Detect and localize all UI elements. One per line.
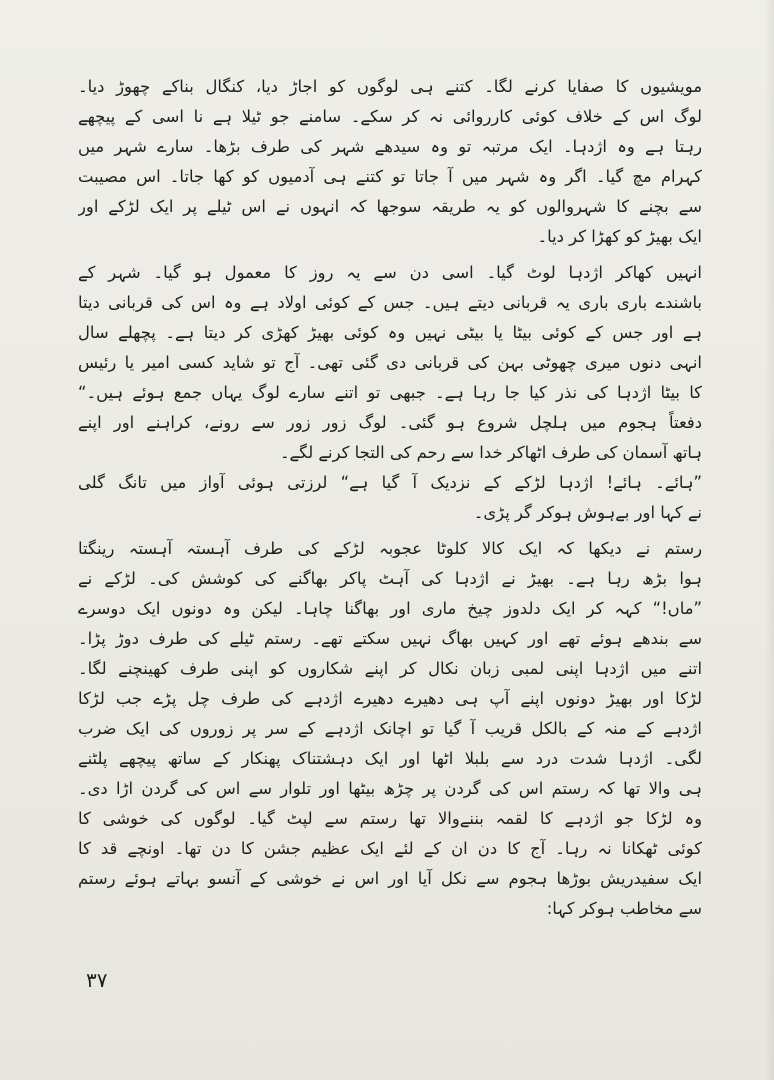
text-line: رستم نے دیکھا کہ ایک کالا کلوٹا عجوبہ لڑکے کی طرف آہستہ آہستہ رینگتا xyxy=(78,539,702,558)
text-line: اژدہے کے منہ کے بالکل قریب آ گیا تو اچانک اژدہے کے سر پر زوروں کی ایک ضرب xyxy=(78,719,702,738)
text-line: لوگ اس کے خلاف کوئی کارروائی نہ کر سکے۔ سامنے جو ٹیلا ہے نا اسی کے پیچھے xyxy=(78,107,702,126)
text-line: ”ہائے۔ ہائے! اژدہا لڑکے کے نزدیک آ گیا ہے“ لرزتی ہوئی آواز میں تانگ گلی xyxy=(78,473,702,492)
text-line: سے مخاطب ہوکر کہا: xyxy=(546,899,702,918)
text-line: ”ماں!“ کہہ کر ایک دلدوز چیخ ماری اور بھاگنا چاہا۔ لیکن وہ دونوں ایک دوسرے xyxy=(78,599,702,618)
text-line: ہاتھ آسمان کی طرف اٹھاکر خدا سے رحم کی التجا کرنے لگے۔ xyxy=(279,443,702,462)
text-line: کوئی ٹھکانا نہ رہا۔ آج کا دن ان کے لئے ایک عظیم جشن کا دن تھا۔ اونچے قد کا xyxy=(78,839,702,858)
text-line: سے بندھے ہوئے تھے اور کہیں بھاگ نہیں سکتے تھے۔ رستم ٹیلے کی طرف دوڑ پڑا۔ xyxy=(78,629,702,648)
text-line: انہی دنوں میری چھوٹی بہن کی قربانی دی گئی تھی۔ آج تو شاید کسی امیر یا رئیس xyxy=(78,353,702,372)
text-line: کا بیٹا اژدہا کی نذر کیا جا رہا ہے۔ جبھی تو اتنے سارے لوگ یہاں جمع ہوئے ہیں۔“ xyxy=(78,383,702,402)
text-line: لگی۔ اژدہا شدت درد سے بلبلا اٹھا اور ایک دہشتناک پھنکار کے ساتھ پیچھے پلٹنے xyxy=(78,749,702,768)
text-line: لڑکا اور بھیڑ دونوں اپنے آپ ہی دھیرے دھیرے اژدہے کی طرف چل پڑے جب لڑکا xyxy=(78,689,702,708)
text-line: نے کہا اور بےہوش ہوکر گر پڑی۔ xyxy=(473,503,702,522)
text-line: سے بچنے کا شہروالوں کو یہ طریقہ سوجھا کہ انہوں نے اس ٹیلے پر ایک لڑکے اور xyxy=(78,197,702,216)
text-line: دفعتاً ہجوم میں ہلچل شروع ہو گئی۔ لوگ زور زور سے رونے، کراہنے اور اپنے xyxy=(78,413,702,432)
text-line: ایک سفیدریش بوڑھا ہجوم سے نکل آیا اور اس نے خوشی کے آنسو بہاتے ہوئے رستم xyxy=(78,869,702,888)
text-line: باشندے باری باری یہ قربانی دیتے ہیں۔ جس کے کوئی اولاد ہے وہ اس کی قربانی دیتا xyxy=(78,293,702,312)
text-line: رہتا ہے وہ اژدہا۔ ایک مرتبہ تو وہ سیدھے شہر کی طرف بڑھا۔ سارے شہر میں xyxy=(78,137,702,156)
urdu-text-body xyxy=(78,72,702,924)
text-line: ایک بھیڑ کو کھڑا کر دیا۔ xyxy=(537,227,702,246)
text-line: ہے اور جس کے کوئی بیٹا یا بیٹی نہیں وہ کوئی بھیڑ کھڑی کر دیتا ہے۔ پچھلے سال xyxy=(78,323,702,342)
text-line: وہ لڑکا جو اژدہے کا لقمہ بننےوالا تھا رستم سے لپٹ گیا۔ لوگوں کی خوشی کا xyxy=(78,809,702,828)
text-line: ہی والا تھا کہ رستم اس کی گردن پر چڑھ بیٹھا اور تلوار سے اس کی گردن اڑا دی۔ xyxy=(78,779,702,798)
text-line: انہیں کھاکر اژدہا لوٹ گیا۔ اسی دن سے یہ روز کا معمول ہو گیا۔ شہر کے xyxy=(78,263,702,282)
text-line: ہوا بڑھ رہا ہے۔ بھیڑ نے اژدہا کی آہٹ پاکر بھاگنے کی کوشش کی۔ لڑکے نے xyxy=(78,569,702,588)
text-line: کہرام مچ گیا۔ اگر وہ شہر میں آ جاتا تو کتنے ہی آدمیوں کو کھا جاتا۔ اس مصیبت xyxy=(78,167,702,186)
text-line: اتنے میں اژدہا اپنی لمبی زبان نکال کر اپنے شکاروں کو اپنی طرف کھینچنے لگا۔ xyxy=(78,659,702,678)
page-number: ۳۷ xyxy=(86,968,108,992)
page-edge-shadow xyxy=(764,0,774,1080)
text-line: مویشیوں کا صفایا کرنے لگا۔ کتنے ہی لوگوں کو اجاڑ دیا، کنگال بناکے چھوڑ دیا۔ xyxy=(78,77,702,96)
